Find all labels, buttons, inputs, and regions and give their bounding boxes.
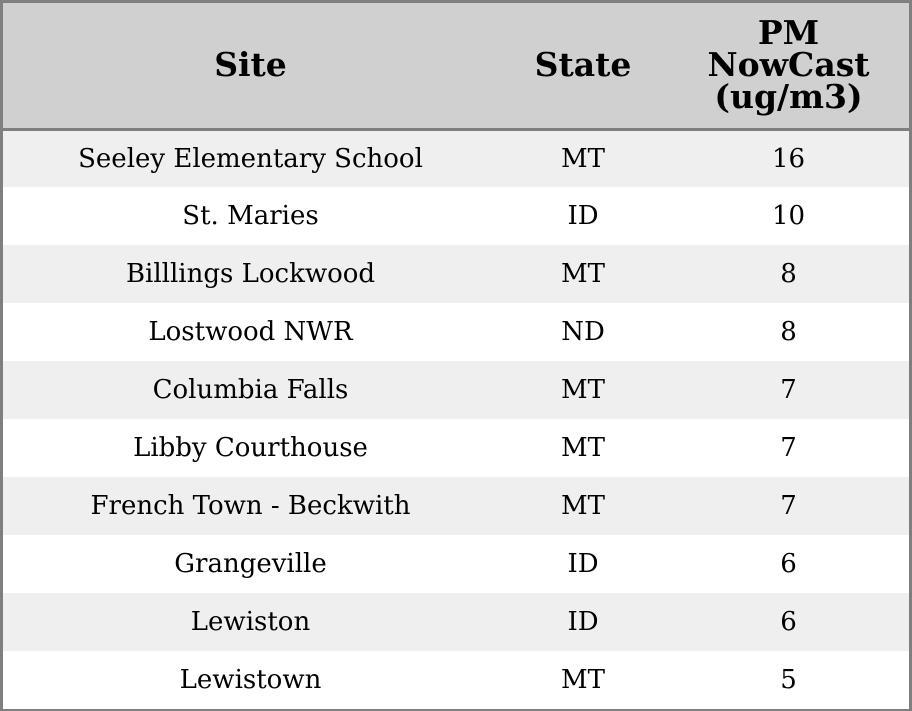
pm-value-cell: 16 — [771, 143, 806, 174]
state-cell: MT — [561, 433, 605, 463]
column-header-pm-line2: NowCast — [707, 45, 870, 85]
state-cell: MT — [561, 143, 605, 174]
site-cell: French Town - Beckwith — [90, 491, 411, 521]
site-cell: Lewistown — [179, 665, 322, 695]
table-row — [3, 303, 909, 361]
pm-value-cell: 7 — [780, 433, 797, 463]
column-header-pm-line1: PM — [757, 13, 820, 53]
table-row — [3, 129, 909, 187]
pm-value-cell: 10 — [771, 201, 806, 231]
state-cell: ND — [561, 317, 605, 347]
pm-value-cell: 5 — [780, 665, 797, 695]
table-row — [3, 477, 909, 535]
table-row — [3, 419, 909, 477]
table-row — [3, 535, 909, 593]
table-row — [3, 361, 909, 419]
state-cell: ID — [567, 607, 599, 637]
pm-value-cell: 8 — [780, 259, 797, 289]
site-cell: Lewiston — [190, 607, 311, 637]
column-header-pm-nowcast — [668, 3, 909, 129]
table-row — [3, 187, 909, 245]
pm-value-cell: 7 — [780, 491, 797, 521]
state-cell: MT — [561, 665, 605, 695]
table-row — [3, 593, 909, 651]
site-cell: Columbia Falls — [152, 375, 349, 405]
state-cell: MT — [561, 375, 605, 405]
site-cell: Lostwood NWR — [148, 317, 353, 347]
site-cell: Seeley Elementary School — [78, 143, 423, 174]
pm-value-cell: 7 — [780, 375, 797, 405]
pm-value-cell: 8 — [780, 317, 797, 347]
pm-value-cell: 6 — [780, 549, 797, 579]
pm-value-cell: 6 — [780, 607, 797, 637]
header-row — [3, 3, 909, 129]
state-cell: MT — [561, 491, 605, 521]
state-cell: MT — [561, 259, 605, 289]
table-header — [3, 3, 909, 129]
site-cell: Billlings Lockwood — [125, 259, 376, 289]
column-header-pm-line3: (ug/m3) — [714, 77, 863, 117]
table-row — [3, 651, 909, 709]
table-row — [3, 245, 909, 303]
data-table — [3, 3, 909, 709]
column-header-site: Site — [3, 3, 498, 129]
state-cell: ID — [567, 549, 599, 579]
state-cell: ID — [567, 201, 599, 231]
column-header-state: State — [498, 3, 668, 129]
table-body — [3, 129, 909, 709]
site-cell: Grangeville — [174, 549, 327, 579]
site-cell: St. Maries — [182, 201, 319, 231]
site-cell: Libby Courthouse — [133, 433, 368, 463]
